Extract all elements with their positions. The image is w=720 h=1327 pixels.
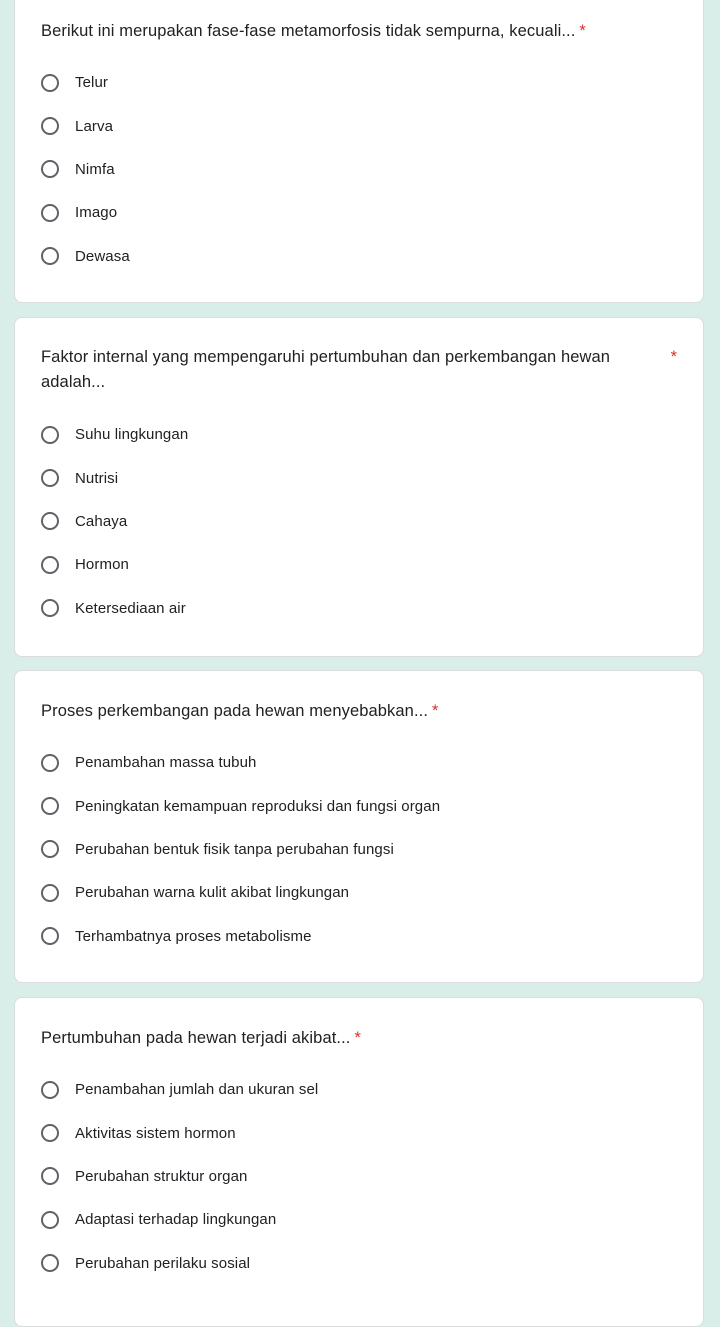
- option-label: Perubahan warna kulit akibat lingkungan: [75, 884, 350, 902]
- option-nutrisi[interactable]: [41, 456, 683, 499]
- radio-button-icon[interactable]: [41, 1081, 59, 1099]
- option-label: Aktivitas sistem hormon: [75, 1124, 236, 1142]
- option-label: Peningkatan kemampuan reproduksi dan fungsi organ: [75, 797, 441, 815]
- radio-button-icon[interactable]: [41, 1254, 59, 1272]
- option-perubahan-warna-kulit[interactable]: [41, 871, 683, 914]
- option-label: Dewasa: [75, 247, 130, 265]
- option-terhambatnya-metabolisme[interactable]: [41, 915, 683, 958]
- options-group-4: [41, 1068, 683, 1285]
- option-cahaya[interactable]: [41, 500, 683, 543]
- radio-button-icon[interactable]: [41, 797, 59, 815]
- option-label: Nutrisi: [75, 469, 119, 487]
- option-hormon[interactable]: [41, 543, 683, 586]
- required-asterisk: *: [432, 702, 439, 720]
- radio-button-icon[interactable]: [41, 512, 59, 530]
- option-aktivitas-sistem-hormon[interactable]: [41, 1111, 683, 1154]
- question-title-text: Pertumbuhan pada hewan terjadi akibat...: [41, 1029, 351, 1047]
- option-ketersediaan-air[interactable]: [41, 587, 683, 630]
- radio-button-icon[interactable]: [41, 556, 59, 574]
- question-card-2: [14, 317, 704, 657]
- options-group-1: [41, 61, 683, 278]
- option-label: Imago: [75, 204, 118, 222]
- option-label: Telur: [75, 74, 109, 92]
- options-group-2: [41, 413, 683, 630]
- option-label: Larva: [75, 117, 114, 135]
- question-card-1: [14, 0, 704, 303]
- radio-button-icon[interactable]: [41, 884, 59, 902]
- question-title-2: [41, 345, 641, 395]
- option-label: Suhu lingkungan: [75, 426, 189, 444]
- radio-button-icon[interactable]: [41, 599, 59, 617]
- question-title-4: [41, 1026, 641, 1051]
- options-group-3: [41, 741, 683, 958]
- option-label: Perubahan struktur organ: [75, 1167, 248, 1185]
- radio-button-icon[interactable]: [41, 426, 59, 444]
- option-label: Penambahan jumlah dan ukuran sel: [75, 1081, 319, 1099]
- question-card-4: [14, 997, 704, 1327]
- option-label: Hormon: [75, 556, 129, 574]
- option-larva[interactable]: [41, 104, 683, 147]
- option-perubahan-bentuk-fisik[interactable]: [41, 828, 683, 871]
- option-label: Cahaya: [75, 512, 128, 530]
- option-imago[interactable]: [41, 191, 683, 234]
- question-title-text: Faktor internal yang mempengaruhi pertumbuhan dan perkembangan hewan adalah...: [41, 348, 611, 391]
- option-label: Adaptasi terhadap lingkungan: [75, 1211, 277, 1229]
- option-label: Perubahan perilaku sosial: [75, 1254, 251, 1272]
- question-title-text: Proses perkembangan pada hewan menyebabkan...: [41, 702, 429, 720]
- radio-button-icon[interactable]: [41, 247, 59, 265]
- required-asterisk: *: [670, 348, 677, 366]
- option-dewasa[interactable]: [41, 235, 683, 278]
- radio-button-icon[interactable]: [41, 74, 59, 92]
- radio-button-icon[interactable]: [41, 204, 59, 222]
- option-suhu-lingkungan[interactable]: [41, 413, 683, 456]
- radio-button-icon[interactable]: [41, 927, 59, 945]
- required-asterisk: *: [354, 1029, 361, 1047]
- question-card-3: [14, 670, 704, 983]
- option-label: Terhambatnya proses metabolisme: [75, 927, 312, 945]
- option-label: Perubahan bentuk fisik tanpa perubahan fungsi: [75, 840, 394, 858]
- radio-button-icon[interactable]: [41, 160, 59, 178]
- option-perubahan-struktur-organ[interactable]: [41, 1155, 683, 1198]
- radio-button-icon[interactable]: [41, 117, 59, 135]
- question-title-text: Berikut ini merupakan fase-fase metamorfosis tidak sempurna, kecuali...: [41, 22, 576, 40]
- option-peningkatan-kemampuan-reproduksi[interactable]: [41, 784, 683, 827]
- option-adaptasi-lingkungan[interactable]: [41, 1198, 683, 1241]
- radio-button-icon[interactable]: [41, 1211, 59, 1229]
- radio-button-icon[interactable]: [41, 754, 59, 772]
- option-label: Nimfa: [75, 160, 115, 178]
- required-asterisk: *: [579, 22, 586, 40]
- radio-button-icon[interactable]: [41, 1124, 59, 1142]
- radio-button-icon[interactable]: [41, 840, 59, 858]
- option-penambahan-massa-tubuh[interactable]: [41, 741, 683, 784]
- radio-button-icon[interactable]: [41, 469, 59, 487]
- option-label: Penambahan massa tubuh: [75, 754, 257, 772]
- option-nimfa[interactable]: [41, 148, 683, 191]
- question-title-1: [41, 19, 641, 44]
- option-telur[interactable]: [41, 61, 683, 104]
- radio-button-icon[interactable]: [41, 1167, 59, 1185]
- option-label: Ketersediaan air: [75, 599, 186, 617]
- option-penambahan-jumlah-sel[interactable]: [41, 1068, 683, 1111]
- option-perubahan-perilaku-sosial[interactable]: [41, 1242, 683, 1285]
- question-title-3: [41, 699, 641, 724]
